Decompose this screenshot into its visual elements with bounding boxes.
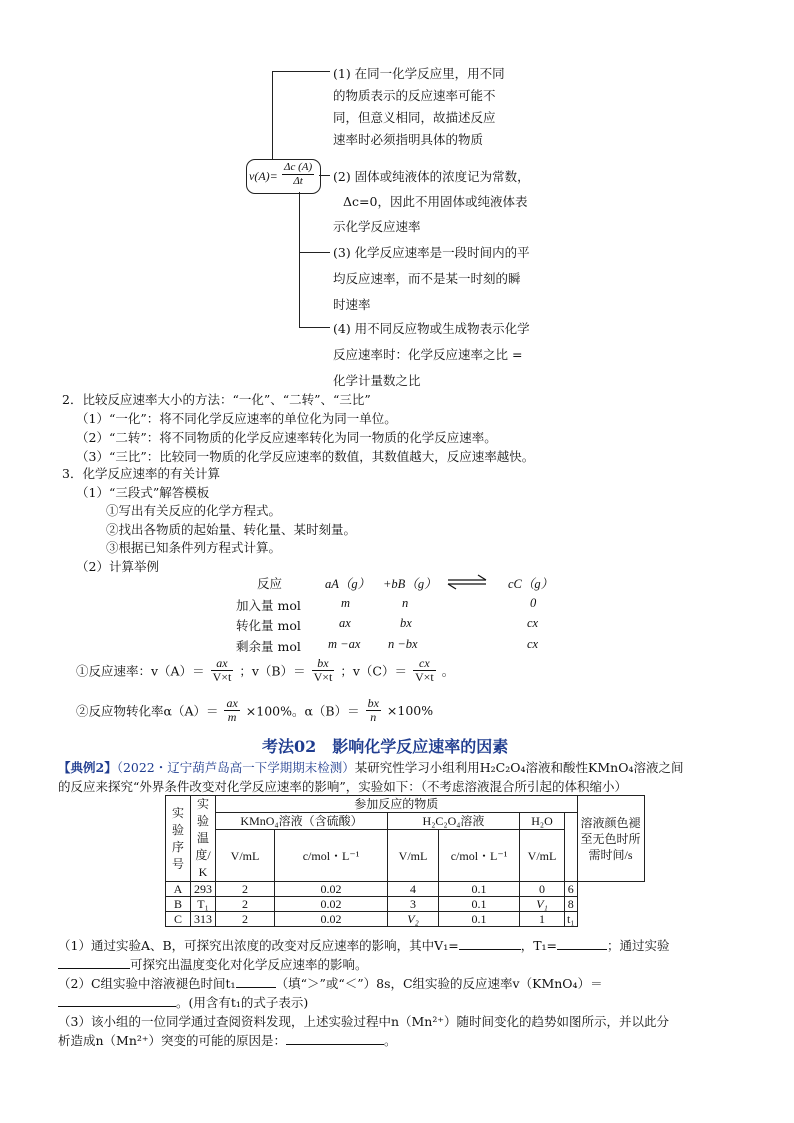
table-cell: 2 [216, 912, 275, 927]
rate-formula-box [246, 159, 321, 194]
th-temp [191, 796, 216, 882]
th-h2o: H₂O [520, 813, 565, 830]
th-unit: V/mL [388, 830, 439, 882]
fraction-denominator: V×t [313, 670, 333, 684]
fraction-numerator: bx [367, 696, 379, 710]
note-4-line: 反应速率时：化学反应速率之比 = [333, 347, 523, 362]
table-cell: 313 [191, 912, 216, 927]
equilibrium-arrow-icon [446, 574, 488, 590]
rate-separator-c: ；v（C）＝ [340, 663, 407, 679]
th-h2c2o4: H₂C₂O₄溶液 [388, 813, 520, 830]
question-2-text-b: （填“＞”或“＜”）8s，C组实验的反应速率v（KMnO₄）＝ [275, 976, 603, 991]
section-3-step: ②找出各物质的起始量、转化量、某时刻量。 [106, 521, 357, 537]
note-2-line: (2) 固体或纯液体的浓度记为常数， [333, 169, 530, 184]
question-3-text-c: 。 [384, 1033, 397, 1048]
example-label: 【典例2】 [58, 760, 117, 775]
note-2-line: Δc=0，因此不用固体或纯液体表 [343, 194, 528, 209]
conversion-fraction-b [366, 697, 381, 724]
conversion-prefix: ②反应物转化率α（A）＝ [76, 703, 219, 719]
example-source: （2022・辽宁葫芦岛高一下学期期末检测） [116, 760, 355, 775]
th-temp-text: 实验温度/K [195, 797, 211, 879]
ts-header-a: aA（g） [325, 577, 371, 591]
method-heading: 考法02 影响化学反应速率的因素 [262, 737, 509, 756]
fraction-numerator: bx [312, 657, 335, 671]
example-intro-line-2: 的反应来探究“外界条件改变对化学反应速率的影响”，实验如下：（不考虑溶液混合所引起的体积缩小） [58, 779, 628, 794]
th-unit: V/mL [216, 830, 275, 882]
th-seq-text: 实验序号 [171, 805, 184, 871]
ts-row-label: 剩余量 mol [236, 639, 301, 654]
fraction-numerator: ax [226, 696, 238, 710]
rate-fraction-a [211, 657, 234, 684]
th-unit: V/mL [520, 830, 565, 882]
question-1-text-d: 可探究出温度变化对化学反应速率的影响。 [130, 957, 368, 972]
table-row [166, 912, 645, 927]
note-2-line: 示化学反应速率 [333, 219, 421, 234]
table-cell: 0.1 [439, 897, 520, 912]
fraction-denominator: n [370, 710, 377, 724]
ts-cell: cx [527, 616, 539, 630]
rate-prefix: ①反应速率：v（A）＝ [76, 663, 205, 679]
table-cell: 1 [520, 912, 565, 927]
section-2 [62, 390, 534, 466]
answer-blank-compare[interactable] [236, 987, 276, 988]
conversion-fraction-a [224, 697, 239, 724]
ts-cell: bx [400, 616, 412, 630]
section-2-item: （1）“一化”：将不同化学反应速率的单位化为同一单位。 [76, 411, 397, 426]
answer-blank-v1[interactable] [459, 949, 521, 950]
table-cell: C [166, 912, 191, 927]
section-2-item: （3）“三比”：比较同一物质的化学反应速率的数值，其数值越大，反应速率越快。 [76, 449, 535, 464]
questions [58, 936, 670, 1050]
note-1-line: 同，但意义相同，故描述反应 [333, 110, 496, 125]
question-1-line-2 [58, 955, 670, 974]
ts-cell: n [402, 596, 409, 610]
experiment-table [165, 795, 645, 927]
fraction-numerator: cx [413, 657, 436, 671]
rate-fraction-b [312, 657, 335, 684]
section-3-step: ③根据已知条件列方程式计算。 [106, 540, 282, 555]
table-cell: 2 [216, 897, 275, 912]
section-3-sub2: （2）计算举例 [76, 558, 159, 574]
bracket-top-branch [272, 71, 330, 72]
bracket-vertical-right [299, 192, 300, 327]
th-seq [166, 796, 191, 882]
rate-formula-line [76, 657, 454, 684]
bracket-mid-branch [319, 175, 330, 176]
question-2-text-a: （2）C组实验中溶液褪色时间t₁ [58, 976, 236, 991]
rate-formula-denominator: Δt [293, 175, 303, 187]
table-cell: 3 [388, 897, 439, 912]
note-4-line: 化学计量数之比 [333, 373, 421, 388]
table-cell: 0.02 [275, 882, 388, 897]
table-cell: t₁ [565, 912, 578, 927]
th-time [577, 796, 644, 882]
note-2 [333, 164, 530, 239]
ts-cell: m −ax [328, 637, 361, 651]
th-group: 参加反应的物质 [216, 796, 578, 813]
note-1 [333, 63, 505, 151]
ts-header-c: cC（g） [508, 577, 554, 591]
note-3-line: 均反应速率，而不是某一时刻的瞬 [333, 271, 521, 286]
table-cell: 0.1 [439, 882, 520, 897]
rate-formula-fraction [282, 161, 314, 188]
question-3-text-b: 析造成n（Mn²⁺）突变的可能的原因是： [58, 1033, 287, 1048]
table-cell: A [166, 882, 191, 897]
question-1-text-c: ；通过实验 [607, 938, 670, 953]
question-2-line-2 [58, 993, 670, 1012]
answer-blank-experiments[interactable] [58, 968, 130, 969]
question-3-line-2 [58, 1031, 670, 1050]
ts-cell: m [341, 596, 351, 610]
ts-row-label: 加入量 mol [236, 598, 301, 613]
question-3-line-1: （3）该小组的一位同学通过查阅资料发现，上述实验过程中n（Mn²⁺）随时间变化的趋势如图所示，并以此分 [58, 1014, 669, 1029]
example-intro-line-1 [58, 758, 683, 777]
ts-cell: ax [339, 616, 351, 630]
table-cell: 0.1 [439, 912, 520, 927]
fraction-denominator: V×t [414, 670, 434, 684]
question-1-line-1 [58, 936, 670, 955]
question-1-text-b: ，T₁= [520, 938, 558, 953]
answer-blank-reason[interactable] [286, 1044, 384, 1045]
table-row [166, 897, 645, 912]
rate-formula-lhs: v(A)= [249, 169, 278, 183]
note-1-line: 的物质表示的反应速率可能不 [333, 88, 496, 103]
rate-end: 。 [441, 663, 455, 679]
answer-blank-rate[interactable] [58, 1006, 176, 1007]
question-1-text-a: （1）通过实验A、B，可探究出浓度的改变对反应速率的影响，其中V₁= [58, 938, 459, 953]
note-1-line: (1) 在同一化学反应里，用不同 [333, 66, 505, 81]
conversion-formula-line [76, 697, 433, 724]
example-line-1-text: 某研究性学习小组利用H₂C₂O₄溶液和酸性KMnO₄溶液之间 [354, 760, 684, 775]
fraction-denominator: V×t [212, 670, 232, 684]
ts-cell: cx [527, 637, 539, 651]
conversion-mid: ×100%。α（B）＝ [245, 703, 360, 719]
example-intro [58, 758, 683, 796]
conversion-end: ×100% [386, 703, 434, 718]
table-row [166, 882, 645, 897]
th-unit: c/mol・L⁻¹ [439, 830, 520, 882]
question-2-text-c: 。(用含有t₁的式子表示) [176, 995, 309, 1010]
fraction-denominator: m [227, 710, 237, 724]
table-cell: 0.02 [275, 912, 388, 927]
th-time-text: 溶液颜色褪至无色时所需时间/s [580, 815, 641, 862]
table-cell: B [166, 897, 191, 912]
table-cell: V₂ [388, 912, 439, 927]
rate-fraction-c [413, 657, 436, 684]
bracket-vertical-left [272, 71, 273, 159]
table-cell: 0.02 [275, 897, 388, 912]
ts-header-b: +bB（g） [383, 577, 437, 591]
table-cell: T₁ [191, 897, 216, 912]
table-cell: 0 [520, 882, 565, 897]
section-3-step: ①写出有关反应的化学方程式。 [106, 503, 282, 518]
section-3 [62, 465, 356, 576]
question-2-line-1 [58, 974, 670, 993]
bracket-branch-4 [299, 327, 330, 328]
ts-cell: 0 [530, 596, 537, 610]
rate-formula-numerator: Δc (A) [284, 161, 313, 173]
section-2-item: （2）“二转”：将不同物质的化学反应速率转化为同一物质的化学反应速率。 [76, 430, 497, 445]
rate-separator-b: ；v（B）＝ [239, 663, 306, 679]
table-cell: 6 [565, 882, 578, 897]
note-1-line: 速率时必须指明具体的物质 [333, 132, 484, 147]
note-3-line: 时速率 [333, 297, 371, 312]
table-cell: 4 [388, 882, 439, 897]
table-cell: V₁ [520, 897, 565, 912]
note-4-line: (4) 用不同反应物或生成物表示化学 [333, 321, 530, 336]
table-cell: 293 [191, 882, 216, 897]
note-3 [333, 240, 530, 318]
bracket-branch-3 [299, 252, 330, 253]
ts-row-label: 转化量 mol [236, 618, 301, 633]
section-2-title: 2．比较反应速率大小的方法：“一化”、“二转”、“三比” [62, 392, 371, 407]
th-unit: c/mol・L⁻¹ [275, 830, 388, 882]
answer-blank-t1[interactable] [557, 949, 607, 950]
section-3-sub1: （1）“三段式”解答模板 [76, 484, 210, 500]
section-3-title: 3．化学反应速率的有关计算 [62, 466, 220, 481]
th-kmno4: KMnO₄溶液（含硫酸） [216, 813, 388, 830]
table-cell: 2 [216, 882, 275, 897]
note-4 [333, 316, 530, 394]
ts-cell: n −bx [388, 637, 418, 651]
table-cell: 8 [565, 897, 578, 912]
ts-header-reaction: 反应 [257, 576, 283, 591]
fraction-numerator: ax [211, 657, 234, 671]
note-3-line: (3) 化学反应速率是一段时间内的平 [333, 245, 530, 260]
